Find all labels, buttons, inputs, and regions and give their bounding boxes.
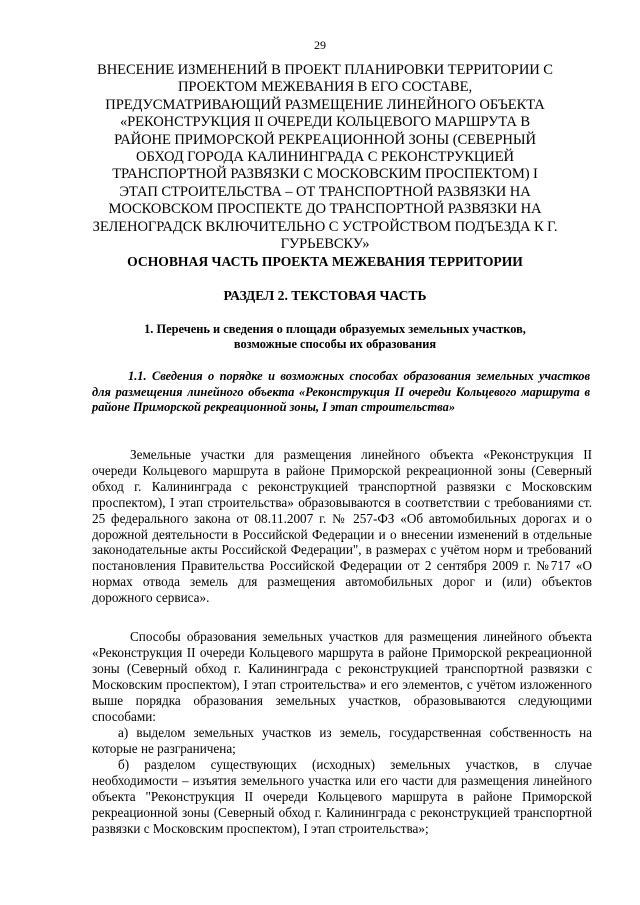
subsection-title: 1. Перечень и сведения о площади образуемых земельных участков, возможные способы их образования [144,322,526,351]
document-title: ВНЕСЕНИЕ ИЗМЕНЕНИЙ В ПРОЕКТ ПЛАНИРОВКИ ТЕРРИТОРИИ С ПРОЕКТОМ МЕЖЕВАНИЯ В ЕГО СОСТАВЕ, ПРЕДУСМАТРИВАЮЩИЙ РАЗМЕЩЕНИЕ ЛИНЕЙНОГО ОБЪЕКТА «РЕКОНСТРУКЦИЯ II ОЧЕРЕДИ КОЛЬЦЕВОГО МАРШРУТА В РАЙОНЕ ПРИМОРСКОЙ РЕКРЕАЦИОННОЙ ЗОНЫ (СЕВЕРНЫЙ ОБХОД ГОРОДА КАЛИНИНГРАДА С РЕКОНСТРУКЦИЕЙ ТРАНСПОРТНОЙ РАЗВЯЗКИ С МОСКОВСКИМ ПРОСПЕКТОМ) I ЭТАП СТРОИТЕЛЬСТВА – ОТ ТРАНСПОРТНОЙ РАЗВЯЗКИ НА МОСКОВСКОМ ПРОСПЕКТЕ ДО ТРАНСПОРТНОЙ РАЗВЯЗКИ НА ЗЕЛЕНОГРАДСК ВКЛЮЧИТЕЛЬНО С УСТРОЙСТВОМ ПОДЪЕЗДА К Г. ГУРЬЕВСКУ» [92,62,558,253]
page-number: 29 [314,38,326,52]
list-item-a: а) выделом земельных участков из земель, государственная собственность на которые не разграничена; [92,725,592,756]
paragraph-land-plots-formation: Земельные участки для размещения линейного объекта «Реконструкция II очереди Кольцевого маршрута в районе Приморской рекреационной зоны (Северный обход г. Калининграда с реконструкцией транспортной развязки с Московским проспектом), I этап строительства» образовываются в соответствии с требованиями ст. 25 федерального закона от 08.11.2007 г. № 257-ФЗ «Об автомобильных дорогах и о дорожной деятельности в Российской Федерации и о внесении изменений в отдельные законодательные акты Российской Федерации", в размерах с учётом норм и требований постановления Правительства Российской Федерации от 2 сентября 2009 г. №717 «О нормах отвода земель для размещения автомобильных дорог и (или) объектов дорожного сервиса». [92,447,592,606]
item-heading: 1.1. Сведения о порядке и возможных способах образования земельных участков для размещения линейного объекта «Реконструкция II очереди Кольцевого маршрута в районе Приморской рекреационной зоны, I этап строительства» [92,369,590,415]
section-title: ОСНОВНАЯ ЧАСТЬ ПРОЕКТА МЕЖЕВАНИЯ ТЕРРИТОРИИ [127,254,523,269]
list-item-b: б) разделом существующих (исходных) земельных участков, в случае необходимости – изъятия земельного участка или его части для размещения линейного объекта "Реконструкция II очереди Кольцевого маршрута в районе Приморской рекреационной зоны (Северный обход г. Калининграда с реконструкцией транспортной развязки с Московским проспектом), I этап строительства»; [92,757,592,836]
paragraph-formation-methods: Способы образования земельных участков для размещения линейного объекта «Реконструкция II очереди Кольцевого маршрута в районе Приморской рекреационной зоны (Северный обход г. Калининграда с реконструкцией транспортной развязки с Московским проспектом), I этап строительства» и его элементов, с учётом изложенного выше порядка образования земельных участков, образовываются следующими способами: [92,629,592,724]
section-subtitle: РАЗДЕЛ 2. ТЕКСТОВАЯ ЧАСТЬ [223,288,427,303]
